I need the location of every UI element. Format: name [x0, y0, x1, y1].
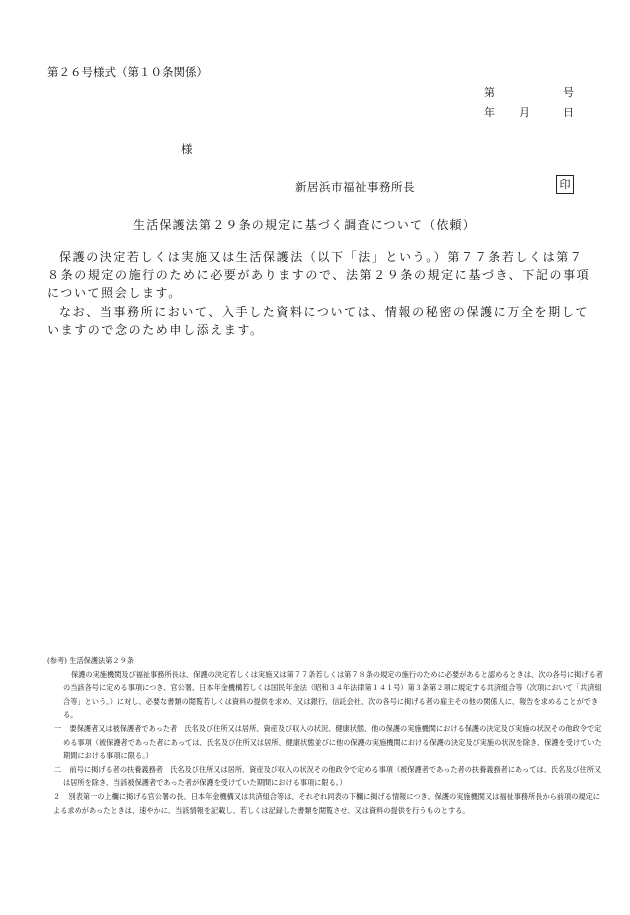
- sender-name: 新居浜市福祉事務所長: [295, 180, 415, 194]
- seal-mark: 印: [556, 175, 574, 194]
- reference-item-text: 要保護者又は被保護者であった者 氏名及び住所又は居所、資産及び収入の状況、健康状態、他の保護の実施機関における保護の決定及び実施の状況その他政令で定める事項（被保護者であった者にあっては、氏名及び住所又は居所、健康状態並びに他の保護の実施機関における保護の決定及び実施の状況を除き、保護を受けていた期間における事項に限る。）: [63, 723, 602, 761]
- document-title: 生活保護法第２９条の規定に基づく調査について（依頼）: [133, 218, 476, 232]
- form-number: 第２６号様式（第１０条関係）: [47, 65, 208, 79]
- document-number-suffix: 号: [563, 86, 574, 99]
- reference-heading: (参考) 生活保護法第２９条: [47, 656, 134, 665]
- reference-clause-text: 別表第一の上欄に掲げる官公署の長、日本年金機構又は共済組合等は、それぞれ同表の下欄に掲げる情報につき、保護の実施機関又は福祉事務所長から前項の規定による求めがあったときは、速やかに、当該情報を記載し、若しくは記録した書類を閲覧させ、又は資料の提供を行うものとする。: [53, 791, 600, 815]
- reference-item: [47, 722, 607, 763]
- reference-paragraph: 保護の実施機関及び福祉事務所長は、保護の決定若しくは実施又は第７７条若しくは第７８条の規定の施行のために必要があると認めるときは、次の各号に掲げる者の当該各号に定める事項につき、官公署、日本年金機構若しくは国民年金法（昭和３４年法律第１４１号）第３条第２項に規定する共済組合等（次項において「共済組合等」という。）に対し、必要な書類の閲覧若しくは資料の提供を求め、又は銀行、信託会社、次の各号に掲げる者の雇主その他の関係人に、報告を求めることができる。: [63, 669, 603, 720]
- reference-item-label: 二: [54, 764, 62, 774]
- date-month-label: 月: [519, 106, 530, 119]
- reference-item-label: 一: [54, 723, 62, 733]
- body-text: [47, 248, 592, 339]
- body-paragraph: 保護の決定若しくは実施又は生活保護法（以下「法」という。）第７７条若しくは第７８条の規定の施行のために必要がありますので、法第２９条の規定に基づき、下記の事項について照会します。: [47, 250, 591, 301]
- addressee-honorific: 様: [181, 142, 193, 156]
- reference-section: [47, 654, 607, 817]
- reference-item: [47, 763, 607, 790]
- document-number-label: 第: [484, 86, 495, 99]
- body-paragraph: なお、当事務所において、入手した資料については、情報の秘密の保護に万全を期していますので念のため申し添えます。: [47, 304, 589, 337]
- reference-clause-2: [47, 790, 607, 817]
- date-year-label: 年: [484, 106, 495, 119]
- reference-item-text: 前号に掲げる者の扶養義務者 氏名及び住所又は居所、資産及び収入の状況その他政令で定める事項（被保護者であった者の扶養義務者にあっては、氏名及び住所又は居所を除き、当該被保護者であった者が保護を受けていた期間における事項に限る。）: [63, 764, 602, 788]
- reference-clause-label: ２: [53, 791, 61, 801]
- date-day-label: 日: [563, 106, 574, 119]
